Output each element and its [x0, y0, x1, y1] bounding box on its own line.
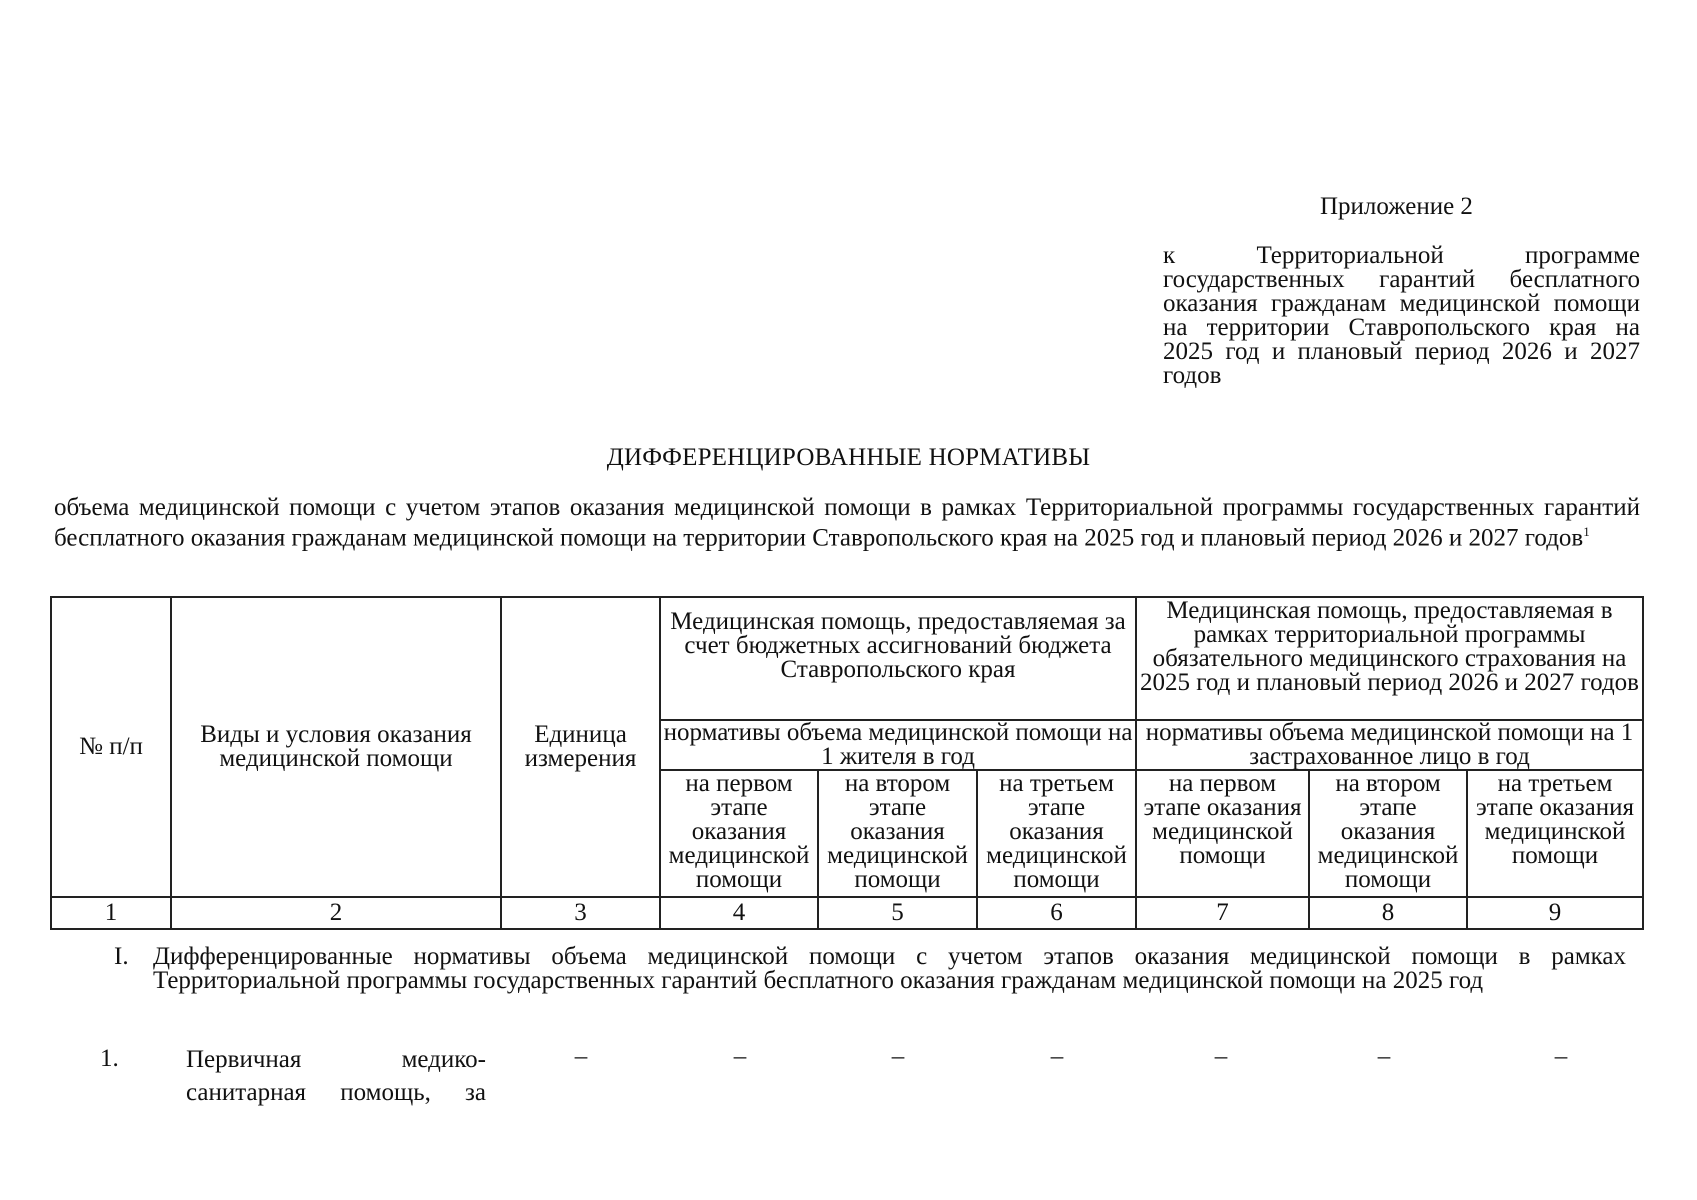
header-stage-2: на втором этапе оказания медицинской помощи [818, 770, 977, 897]
column-number: 1 [51, 897, 171, 929]
header-types: Виды и условия оказания медицинской помощи [171, 597, 501, 897]
header-stage-5: на втором этапе оказания медицинской помощи [1309, 770, 1467, 897]
column-number: 7 [1136, 897, 1309, 929]
header-stage-6: на третьем этапе оказания медицинской помощи [1467, 770, 1643, 897]
row-value-col10: – [1554, 1043, 1568, 1070]
row-value-col7: – [1050, 1043, 1064, 1070]
column-number: 8 [1309, 897, 1467, 929]
column-number: 4 [660, 897, 818, 929]
section-heading [114, 945, 1626, 993]
column-number: 9 [1467, 897, 1643, 929]
column-number: 6 [977, 897, 1136, 929]
header-unit: Единица измерения [501, 597, 660, 897]
row-value-col5: – [733, 1043, 747, 1070]
row-value-col6: – [891, 1043, 905, 1070]
document-title: ДИФФЕРЕНЦИРОВАННЫЕ НОРМАТИВЫ [606, 444, 1091, 471]
row-number: 1. [100, 1045, 119, 1072]
footnote-marker: 1 [1583, 524, 1590, 539]
row-value-col4: – [574, 1043, 588, 1070]
section-title: Дифференцированные нормативы объема медицинской помощи с учетом этапов оказания медицинской помощи в рамках Территориальной программы государственных гарантий бесплатного оказания гражданам медицинской помощи на 2025 год [153, 943, 1626, 994]
header-stage-1: на первом этапе оказания медицинской помощи [660, 770, 818, 897]
header-oms-norms: нормативы объема медицинской помощи на 1 застрахованное лицо в год [1136, 720, 1643, 770]
header-stage-3: на третьем этапе оказания медицинской помощи [977, 770, 1136, 897]
document-subtitle [54, 496, 1640, 550]
column-number: 2 [171, 897, 501, 929]
norms-table [50, 596, 1644, 930]
row-value-col9: – [1377, 1043, 1391, 1070]
appendix-title: Приложение 2 [1320, 193, 1473, 220]
subtitle-text: объема медицинской помощи с учетом этапов оказания медицинской помощи в рамках Территориальной программы государственных гарантий бесплатного оказания гражданам медицинской помощи на территории Ставропольского края на 2025 год и плановый период 2026 и 2027 годов [54, 494, 1640, 552]
column-number: 5 [818, 897, 977, 929]
row-label: Первичная медико-санитарная помощь, за [186, 1046, 486, 1106]
column-number: 3 [501, 897, 660, 929]
header-oms-group: Медицинская помощь, предоставляемая в рамках территориальной программы обязательного медицинского страхования на 2025 год и плановый период 2026 и 2027 годов [1136, 597, 1643, 720]
appendix-reference: к Территориальной программе государственных гарантий бесплатного оказания гражданам медицинской помощи на территории Ставропольского края на 2025 год и плановый период 2026 и 2027 годов [1163, 242, 1640, 389]
header-budget-norms: нормативы объема медицинской помощи на 1 жителя в год [660, 720, 1136, 770]
header-number: № п/п [51, 597, 171, 897]
section-number: I. [114, 943, 129, 970]
header-stage-4: на первом этапе оказания медицинской помощи [1136, 770, 1309, 897]
header-budget-group: Медицинская помощь, предоставляемая за счет бюджетных ассигнований бюджета Ставропольского края [660, 597, 1136, 720]
row-value-col8: – [1214, 1043, 1228, 1070]
